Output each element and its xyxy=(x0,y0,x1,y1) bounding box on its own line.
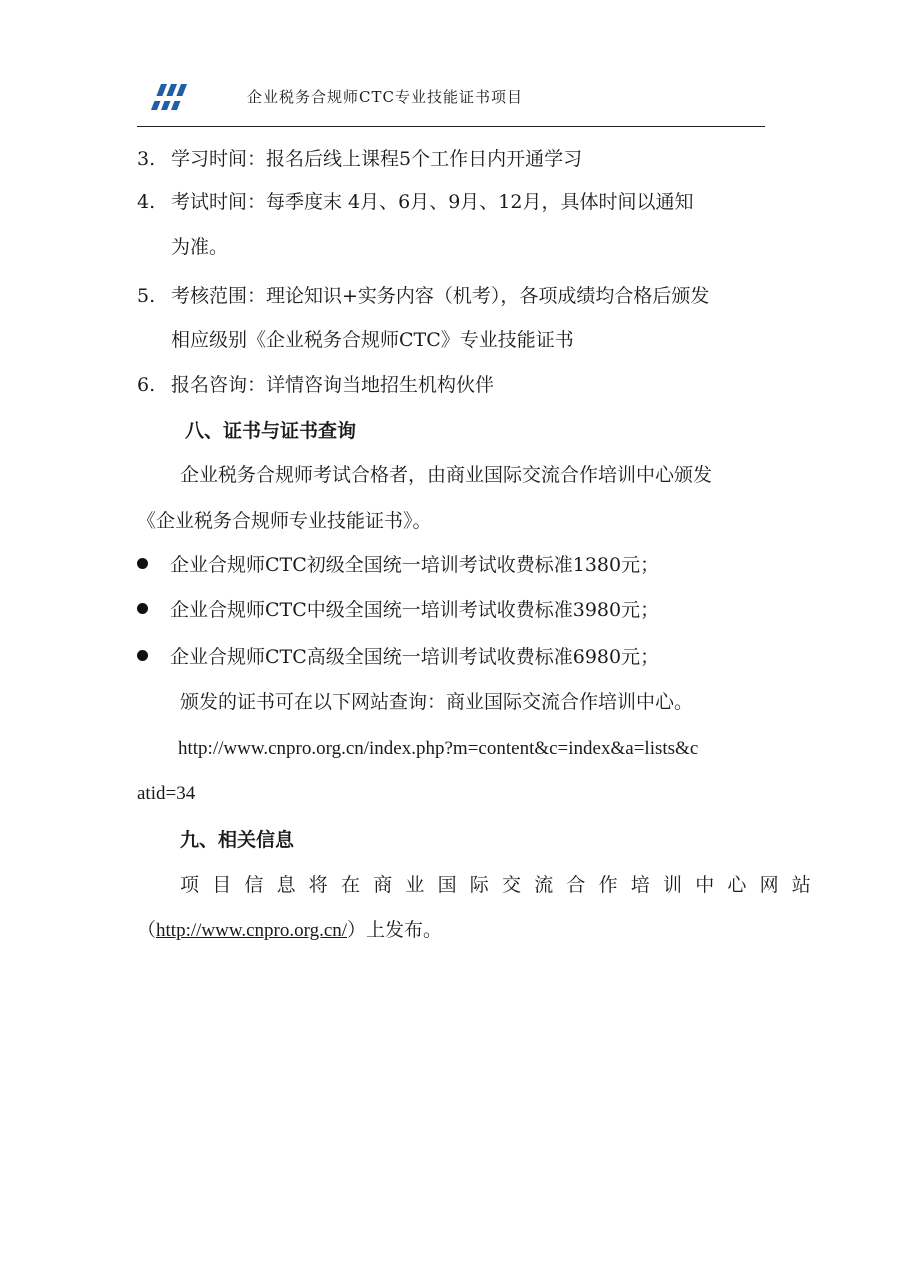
bullet-icon xyxy=(137,558,148,569)
list-number: 6. xyxy=(137,374,156,396)
section-9-para-line2 xyxy=(137,917,442,944)
list-item-consult xyxy=(137,372,494,398)
fee-text: 企业合规师CTC高级全国统一培训考试收费标准6980元； xyxy=(170,646,660,668)
list-item-exam-time-cont: 为准。 xyxy=(171,236,229,258)
bullet-icon xyxy=(137,603,148,614)
open-paren: （ xyxy=(137,919,157,941)
list-text: 学习时间：报名后线上课程5个工作日内开通学习 xyxy=(171,148,583,170)
certificate-query-url-line1: http://www.cnpro.org.cn/index.php?m=content&c=index&a=lists&c xyxy=(178,738,699,759)
list-text: 报名咨询：详情咨询当地招生机构伙伴 xyxy=(171,374,495,396)
list-item-scope xyxy=(137,283,709,309)
list-number: 3. xyxy=(137,148,156,170)
list-item-study-time xyxy=(137,146,582,172)
section-9-heading: 九、相关信息 xyxy=(180,829,295,851)
section-8-para-line1: 企业税务合规师考试合格者，由商业国际交流合作培训中心颁发 xyxy=(180,464,713,486)
header-divider xyxy=(137,126,765,127)
list-text: 考试时间：每季度末 4月、6月、9月、12月，具体时间以通知 xyxy=(171,191,694,213)
list-text: 考核范围：理论知识+实务内容（机考），各项成绩均合格后颁发 xyxy=(171,285,710,307)
section-8-para-line2: 《企业税务合规师专业技能证书》。 xyxy=(137,510,432,532)
list-number: 4. xyxy=(137,191,156,213)
fee-bullet-advanced xyxy=(137,644,659,670)
bullet-icon xyxy=(137,650,148,661)
close-text: ）上发布。 xyxy=(347,919,443,941)
certificate-query-text: 颁发的证书可在以下网站查询：商业国际交流合作培训中心。 xyxy=(180,691,694,713)
list-item-exam-time xyxy=(137,189,693,215)
certificate-query-url-line2: atid=34 xyxy=(137,783,196,804)
logo-icon xyxy=(147,78,187,114)
section-8-heading: 八、证书与证书查询 xyxy=(185,420,357,442)
website-link[interactable]: http://www.cnpro.org.cn/ xyxy=(156,920,348,941)
fee-text: 企业合规师CTC中级全国统一培训考试收费标准3980元； xyxy=(170,599,660,621)
list-number: 5. xyxy=(137,285,156,307)
page-header xyxy=(137,78,765,128)
section-9-para-line1: 项目信息将在商业国际交流合作培训中心网站 xyxy=(180,874,825,896)
header-title: 企业税务合规师CTC专业技能证书项目 xyxy=(247,88,523,106)
fee-bullet-basic xyxy=(137,552,659,578)
fee-bullet-intermediate xyxy=(137,597,659,623)
fee-text: 企业合规师CTC初级全国统一培训考试收费标准1380元； xyxy=(170,554,660,576)
list-item-scope-cont: 相应级别《企业税务合规师CTC》专业技能证书 xyxy=(171,329,574,351)
